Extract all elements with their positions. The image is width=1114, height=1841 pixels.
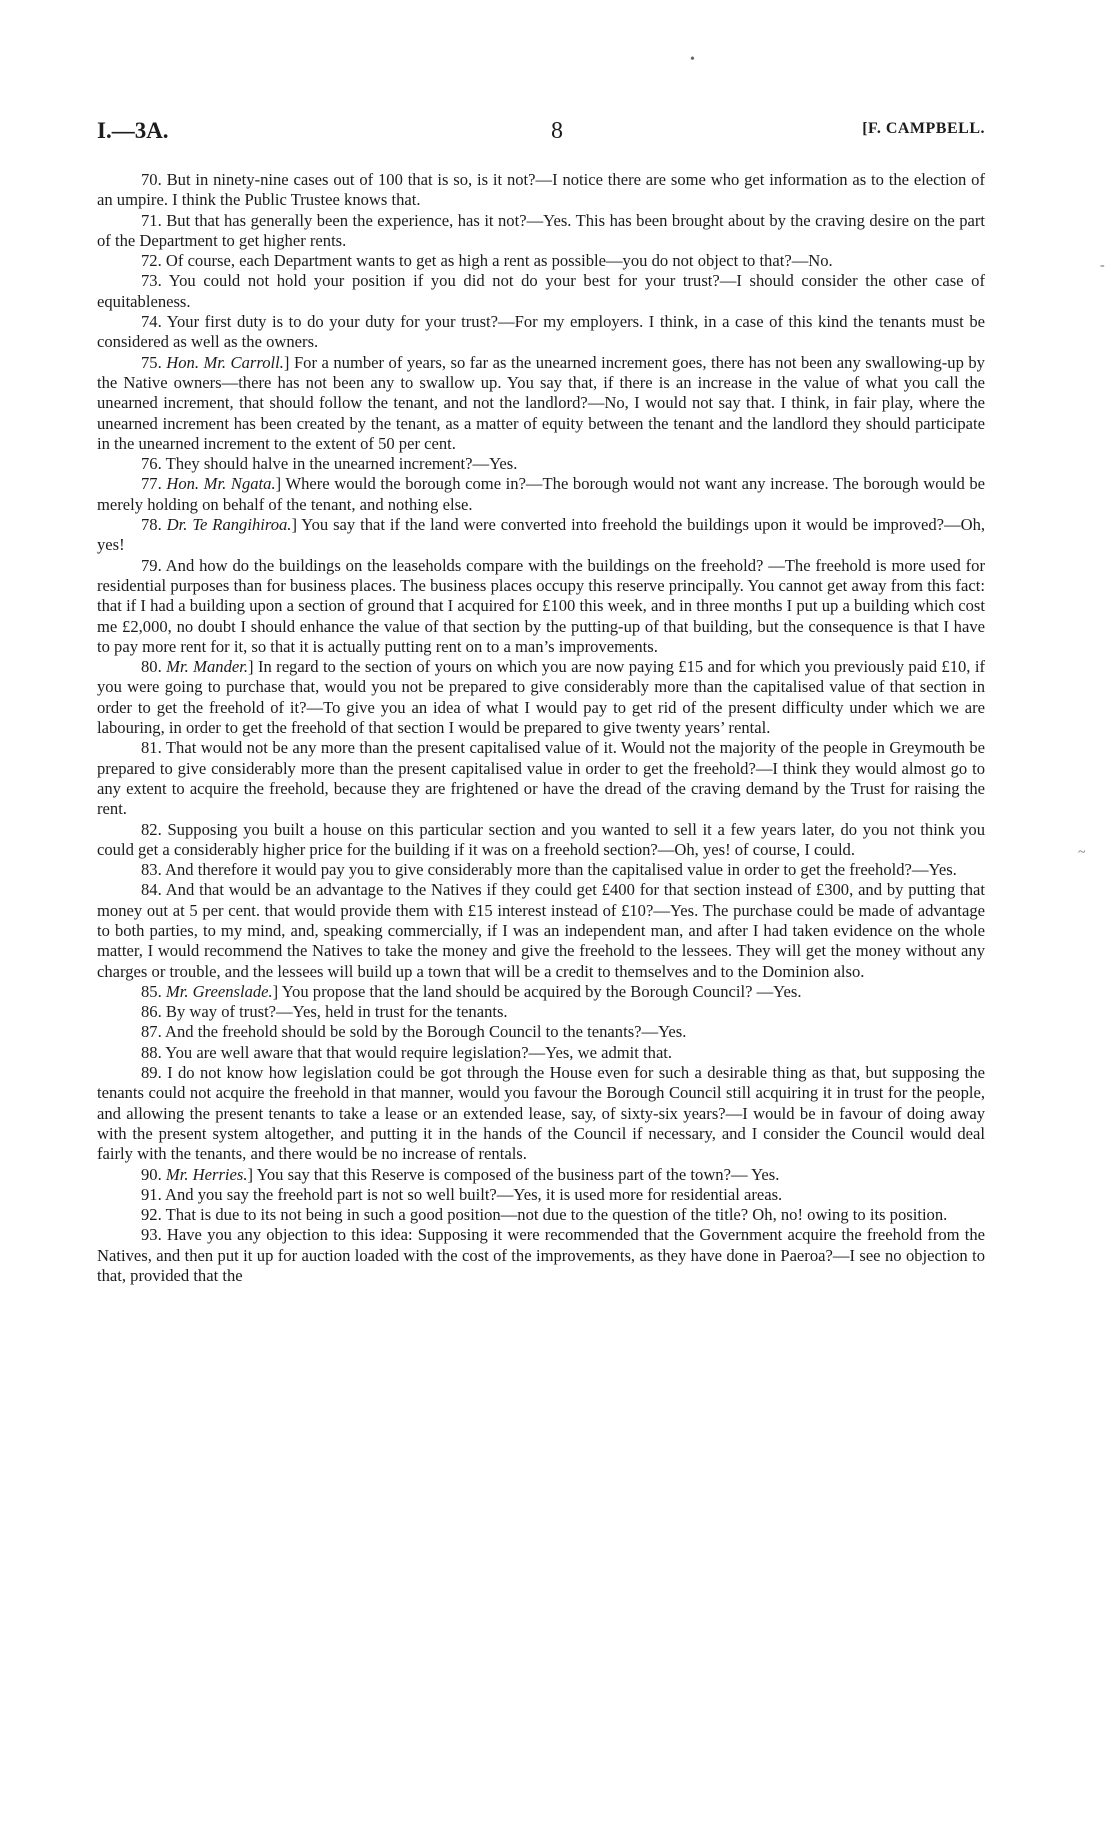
margin-mark: ‐ [1100, 258, 1105, 273]
page-number: 8 [551, 118, 563, 144]
qa-paragraph [97, 1063, 985, 1164]
question-number: 83. [141, 860, 162, 880]
question-number: 84. [141, 880, 162, 900]
qa-text: But that has generally been the experience, has it not?—Yes. This has been brought about by the craving desire on the part of the Department to get higher rents. [97, 210, 985, 250]
question-number: 76. [141, 454, 162, 474]
qa-paragraph [97, 1002, 985, 1022]
qa-paragraph: 85. Mr. Greenslade.] You propose that the land should be acquired by the Borough Council? —Yes. [141, 981, 802, 1001]
question-number: 77. [141, 474, 162, 494]
qa-text: Have you any objection to this idea: Supposing it were recommended that the Government acquire the freehold from the Natives, and then put it up for auction loaded with the cost of the improvements, as they have done in Paeroa?—I see no objection to that, provided that the [97, 1225, 985, 1286]
question-number: 81. [141, 738, 162, 758]
qa-text: And the freehold should be sold by the Borough Council to the tenants?—Yes. [164, 1022, 687, 1042]
qa-text: You say that this Reserve is composed of the business part of the town?— Yes. [256, 1164, 780, 1184]
qa-text: You are well aware that that would require legislation?—Yes, we admit that. [165, 1042, 673, 1062]
qa-text: Of course, each Department wants to get as high a rent as possible—you do not object to that?—No. [165, 251, 833, 271]
qa-paragraph [97, 820, 985, 861]
question-number: 91. [141, 1184, 162, 1204]
question-number: 79. [141, 555, 162, 575]
qa-text: That would not be any more than the present capitalised value of it. Would not the majority of the people in Greymouth be prepared to give considerably more than the present capitalised value in order to get the freehold?—I think they would almost go to any extent to acquire the freehold, because they are frightened or have the dread of the craving demand by the Trust for raising the rent. [97, 738, 986, 819]
qa-text: Where would the borough come in?—The borough would not want any increase. The borough would be merely holding on behalf of the tenant, and nothing else. [97, 474, 985, 514]
question-number: 90. [141, 1164, 162, 1184]
speaker: Mr. Greenslade. [165, 981, 273, 1001]
question-number: 78. [141, 515, 162, 535]
qa-paragraph [97, 1225, 985, 1286]
question-number: 80. [141, 657, 162, 677]
question-number: 93. [141, 1225, 162, 1245]
speaker: Dr. Te Rangihiroa. [166, 515, 292, 535]
paper-reference: I.—3A. [97, 118, 169, 143]
question-number: 72. [141, 251, 162, 271]
qa-text: In regard to the section of yours on which you are now paying £15 and for which you previously paid £10, if you were going to purchase that, would you not be prepared to give considerably more than the capitalised value of that section in order to get the freehold of it?—To give you an idea of what I would pay to get rid of the present difficulty under which we are labouring, in order to get the freehold of that section I would be prepared to give twenty years’ rental. [97, 657, 985, 738]
qa-text: Your first duty is to do your duty for your trust?—For my employers. I think, in a case of this kind the tenants must be considered as well as the owners. [97, 312, 985, 352]
qa-paragraph [97, 454, 985, 474]
qa-paragraph: 80. Mr. Mander.] In regard to the section of yours on which you are now paying £15 and for which you previously paid £10, if you were going to purchase that, would you not be prepared to give considerably more than the capitalised value of that section in order to get the freehold of it?—To give you an idea of what I would pay to get rid of the present difficulty under which we are labouring, in order to get the freehold of that section I would be prepared to give twenty years’ rental. [97, 657, 985, 738]
speaker: Mr. Herries. [165, 1164, 248, 1184]
qa-paragraph: 77. Hon. Mr. Ngata.] Where would the borough come in?—The borough would not want any increase. The borough would be merely holding on behalf of the tenant, and nothing else. [97, 474, 985, 514]
question-number: 85. [141, 981, 162, 1001]
qa-paragraph [97, 860, 985, 880]
qa-paragraph [97, 1185, 985, 1205]
qa-paragraph [97, 738, 985, 819]
qa-text: That is due to its not being in such a good position—not due to the question of the title? Oh, no! owing to its position. [165, 1205, 948, 1225]
question-number: 89. [141, 1063, 162, 1083]
speck-mark: • [690, 52, 695, 67]
qa-paragraph [97, 1205, 985, 1225]
question-number: 86. [141, 1002, 162, 1022]
qa-text: Supposing you built a house on this particular section and you wanted to sell it a few years later, do you not think you could get a considerably higher price for the building if it was on a freehold section?—Oh, yes! of course, I could. [97, 819, 985, 859]
question-number: 70. [141, 170, 162, 189]
qa-text: But in ninety-nine cases out of 100 that is so, is it not?—I notice there are some who get information as to the election of an umpire. I think the Public Trustee knows that. [97, 170, 985, 210]
qa-text: And you say the freehold part is not so well built?—Yes, it is used more for residential areas. [164, 1184, 783, 1204]
question-number: 82. [141, 819, 162, 839]
qa-paragraph [97, 251, 985, 271]
speaker: Hon. Mr. Ngata. [166, 474, 276, 494]
speaker: Hon. Mr. Carroll. [166, 352, 284, 372]
qa-text: You say that if the land were converted into freehold the buildings upon it would be improved?—Oh, yes! [97, 515, 986, 555]
question-number: 74. [141, 312, 162, 332]
speaker: Mr. Mander. [166, 657, 248, 677]
qa-paragraph [97, 1022, 985, 1042]
qa-text: I do not know how legislation could be got through the House even for such a desirable thing as that, but supposing the tenants could not acquire the freehold in that manner, would you favour the Borough Council still acquiring it in trust for the people, and allowing the present tenants to take a lease or an extended lease, say, of sixty-six years?—I would be in favour of doing away with the present system altogether, and putting it in the hands of the Council if necessary, and I consider the Council would deal fairly with the tenants, and there would be no increase of rentals. [97, 1063, 985, 1164]
qa-text: For a number of years, so far as the unearned increment goes, there has not been any swallowing-up by the Native owners—there has not been any to swallow up. You say that, if there is an increase in the value of what you call the unearned increment, that should follow the tenant, and not the landlord?—No, I would not say that. I think, in fair play, where the unearned increment has been created by the tenant, as a matter of equity between the tenant and the landlord they should participate in the unearned increment to the extent of 50 per cent. [97, 352, 985, 453]
question-number: 71. [141, 210, 162, 230]
question-number: 92. [141, 1205, 162, 1225]
qa-paragraph [97, 1043, 985, 1063]
qa-paragraph: 90. Mr. Herries.] You say that this Reserve is composed of the business part of the town?— Yes. [141, 1164, 780, 1184]
qa-text: By way of trust?—Yes, held in trust for the tenants. [165, 1002, 508, 1022]
question-number: 87. [141, 1022, 162, 1042]
question-number: 73. [141, 271, 162, 291]
qa-paragraph [97, 170, 985, 211]
question-number: 75. [141, 352, 162, 372]
qa-paragraph [97, 556, 985, 657]
margin-mark: ~ [1078, 845, 1086, 860]
qa-paragraph [97, 880, 985, 981]
page-header [97, 118, 985, 148]
qa-text: They should halve in the unearned increment?—Yes. [165, 454, 518, 474]
qa-text: And that would be an advantage to the Natives if they could get £400 for that section instead of £300, and by putting that money out at 5 per cent. that would provide them with £15 interest instead of £10?—Yes. The purchase could be made of advantage to both parties, to my mind, and, speaking commercially, if I was an independent man, and after I had taken evidence on the whole matter, I would recommend the Natives to take the money and give the freehold to the lessees. They will get the money without any charges or trouble, and the lessees will build up a town that will be a credit to themselves and to the Dominion also. [97, 880, 986, 981]
qa-text: And how do the buildings on the leaseholds compare with the buildings on the freehold? —The freehold is more used for residential purposes than for business places. The business places occupy this reserve principally. You cannot get away from this fact: that if I had a building upon a section of ground that I acquired for £100 this week, and in three months I put up a building which cost me £2,000, no doubt I should enhance the value of that section by the putting-up of that building, but the consequence is that I have to pay more rent for it, so that it is actually putting rent on to a man’s improvements. [97, 555, 985, 656]
evidence-body [97, 170, 985, 1286]
qa-text: You propose that the land should be acquired by the Borough Council? —Yes. [281, 981, 802, 1001]
qa-paragraph: 78. Dr. Te Rangihiroa.] You say that if the land were converted into freehold the buildings upon it would be improved?—Oh, yes! [97, 515, 986, 555]
question-number: 88. [141, 1042, 162, 1062]
qa-text: You could not hold your position if you did not do your best for your trust?—I should consider the other case of equitableness. [97, 271, 985, 311]
qa-paragraph [97, 211, 985, 252]
qa-paragraph: 75. Hon. Mr. Carroll.] For a number of years, so far as the unearned increment goes, there has not been any swallowing-up by the Native owners—there has not been any to swallow up. You say that, if there is an increase in the value of what you call the unearned increment, that should follow the tenant, and not the landlord?—No, I would not say that. I think, in fair play, where the unearned increment has been created by the tenant, as a matter of equity between the tenant and the landlord they should participate in the unearned increment to the extent of 50 per cent. [97, 352, 985, 453]
qa-paragraph [97, 312, 985, 353]
witness-name: [F. CAMPBELL. [862, 120, 985, 137]
qa-paragraph [97, 271, 985, 312]
qa-text: And therefore it would pay you to give considerably more than the capitalised value in order to get the freehold?—Yes. [164, 860, 957, 880]
